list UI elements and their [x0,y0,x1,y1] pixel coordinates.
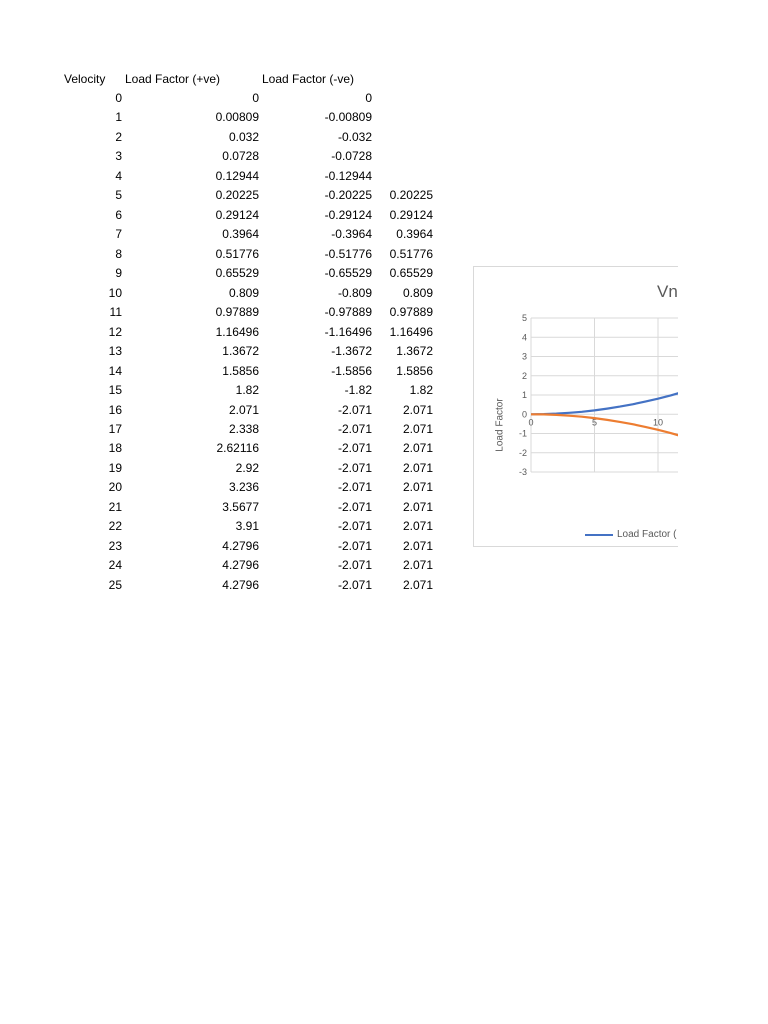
table-cell[interactable]: 0.3964 [222,227,259,242]
table-cell[interactable]: 0.51776 [389,246,433,261]
table-cell[interactable] [333,89,433,108]
table-cell[interactable]: 3.236 [228,480,259,495]
table-cell[interactable] [333,128,433,147]
table-cell[interactable]: -0.00809 [324,110,372,125]
table-cell[interactable]: 2.071 [402,499,433,514]
legend-swatch [585,534,613,536]
y-tick-label: 4 [521,332,527,343]
table-cell[interactable]: 0.3964 [396,227,433,242]
table-cell[interactable]: 1.16496 [389,324,433,339]
table-cell[interactable]: 2 [115,129,122,144]
table-cell[interactable]: 0.97889 [389,305,433,320]
table-cell[interactable]: -2.071 [337,577,372,592]
table-cell[interactable]: -2.071 [337,480,372,495]
table-cell[interactable]: 23 [108,538,122,553]
table-cell[interactable]: -2.071 [337,460,372,475]
table-cell[interactable]: 0.809 [228,285,259,300]
table-cell[interactable]: 4.2796 [222,558,259,573]
table-cell[interactable]: 1.3672 [396,344,433,359]
table-cell[interactable]: 7 [115,227,122,242]
table-cell[interactable]: 2.92 [235,460,259,475]
table-cell[interactable]: 2.071 [402,421,433,436]
table-cell[interactable]: 2.62116 [216,441,259,456]
y-tick-label: 5 [521,313,527,323]
table-cell[interactable]: 4 [115,168,122,183]
table-cell[interactable]: 2.071 [402,402,433,417]
table-cell[interactable]: 1.5856 [222,363,259,378]
plot-area [474,267,678,546]
series-line-1 [531,332,678,414]
chart-panel[interactable] [473,266,678,547]
table-cell[interactable]: 0 [365,91,372,105]
table-cell[interactable]: 11 [109,305,122,320]
table-cell[interactable]: 3 [115,149,122,164]
table-cell[interactable]: 0 [115,91,122,105]
table-cell[interactable]: 0.97889 [215,305,259,320]
chart-title: Vn [657,282,678,301]
table-cell[interactable]: 0.032 [228,129,259,144]
table-cell[interactable]: 2.071 [228,402,259,417]
table-cell[interactable]: 0.12944 [215,168,259,183]
table-cell[interactable]: 0.809 [402,285,433,300]
table-cell[interactable]: 17 [108,421,122,436]
table-cell[interactable]: 0 [252,91,259,105]
table-cell[interactable]: 0.65529 [389,266,433,281]
table-cell[interactable]: 0.20225 [215,188,259,203]
x-tick-label: 10 [652,417,664,428]
table-cell[interactable]: 14 [108,363,122,378]
table-cell[interactable]: 4.2796 [222,538,259,553]
table-cell[interactable]: 13 [108,344,122,359]
table-cell[interactable]: 1.82 [235,383,259,398]
table-cell[interactable]: -2.071 [337,402,372,417]
table-cell[interactable]: 0.29124 [215,207,259,222]
table-cell[interactable]: 10 [108,285,122,300]
table-cell[interactable]: 1 [115,110,122,125]
y-axis-title: Load Factor [494,398,506,452]
table-cell[interactable]: -1.82 [344,383,372,398]
table-cell[interactable]: 12 [108,324,122,339]
table-cell[interactable]: -0.97889 [324,305,372,320]
table-cell[interactable]: -0.29124 [324,207,372,222]
table-cell[interactable]: 1.82 [409,383,433,398]
legend-label: Load Factor ( [617,529,677,540]
table-cell[interactable]: 24 [108,558,122,573]
table-cell[interactable]: 5 [115,188,122,203]
table-cell[interactable]: 9 [115,266,122,281]
table-cell[interactable]: 3.91 [235,519,259,534]
table-cell[interactable]: -0.0728 [331,149,372,164]
table-cell[interactable]: 8 [115,246,122,261]
table-cell[interactable]: 15 [108,383,122,398]
x-tick-label: 0 [528,417,534,428]
table-cell[interactable]: 3.5677 [222,499,259,514]
table-cell[interactable]: -0.3964 [331,227,372,242]
table-cell[interactable]: 6 [115,207,122,222]
table-cell[interactable]: 2.071 [402,441,433,456]
table-cell[interactable]: 1.5856 [396,363,433,378]
table-cell[interactable]: -2.071 [337,558,372,573]
table-cell[interactable]: 0.65529 [215,266,259,281]
y-tick-label: 2 [521,370,527,381]
table-cell[interactable]: 2.071 [402,538,433,553]
y-tick-label: -3 [518,467,527,477]
table-cell[interactable]: -1.3672 [331,344,372,359]
table-cell[interactable]: 21 [108,499,122,514]
table-cell[interactable]: 20 [108,480,122,495]
table-cell[interactable]: 0.20225 [389,188,433,203]
table-cell[interactable]: 2.338 [228,421,259,436]
table-cell[interactable]: 0.29124 [389,207,433,222]
table-cell[interactable]: 2.071 [402,480,433,495]
table-cell[interactable]: 2.071 [402,558,433,573]
table-cell[interactable] [333,147,433,166]
table-cell[interactable]: 16 [108,402,122,417]
table-cell[interactable]: 25 [108,577,122,592]
table-cell[interactable]: -0.12944 [324,168,372,183]
y-tick-label: 1 [521,390,527,400]
table-cell[interactable]: 1.3672 [222,344,259,359]
table-cell[interactable] [333,167,433,186]
column-header[interactable]: Velocity [64,72,106,86]
table-cell[interactable]: 4.2796 [222,577,259,592]
x-tick-label: 5 [591,417,598,428]
table-cell[interactable]: 0.51776 [215,246,259,261]
y-tick-label: 0 [521,409,527,420]
column-header[interactable]: Load Factor (+ve) [125,72,221,86]
table-cell[interactable]: -0.65529 [324,266,372,281]
legend [585,529,676,540]
table-cell[interactable]: 2.071 [402,519,433,534]
table-cell[interactable]: 22 [108,519,122,534]
table-cell[interactable]: 2.071 [402,577,433,592]
table-cell[interactable]: -2.071 [337,421,372,436]
table-cell[interactable]: 1.16496 [215,324,259,339]
table-cell[interactable]: -2.071 [337,519,372,534]
table-cell[interactable]: 0.00809 [215,110,259,125]
table-cell[interactable]: -1.5856 [331,363,372,378]
table-cell[interactable]: -0.51776 [324,246,372,261]
y-tick-label: -2 [518,447,527,458]
table-cell[interactable]: -2.071 [337,441,372,456]
table-cell[interactable] [333,108,433,127]
table-cell[interactable]: -2.071 [337,499,372,514]
table-cell[interactable]: 2.071 [402,460,433,475]
table-cell[interactable]: 0.0728 [222,149,259,164]
table-cell[interactable]: 18 [108,441,122,456]
table-cell[interactable]: 19 [108,460,122,475]
table-cell[interactable]: -1.16496 [324,324,372,339]
table-cell[interactable]: -2.071 [337,538,372,553]
table-cell[interactable]: -0.20225 [324,188,372,203]
y-tick-label: 3 [521,351,527,362]
table-cell[interactable]: -0.032 [337,129,372,144]
y-tick-label: -1 [518,428,527,439]
column-header[interactable]: Load Factor (-ve) [262,72,355,86]
table-cell[interactable]: -0.809 [337,285,372,300]
